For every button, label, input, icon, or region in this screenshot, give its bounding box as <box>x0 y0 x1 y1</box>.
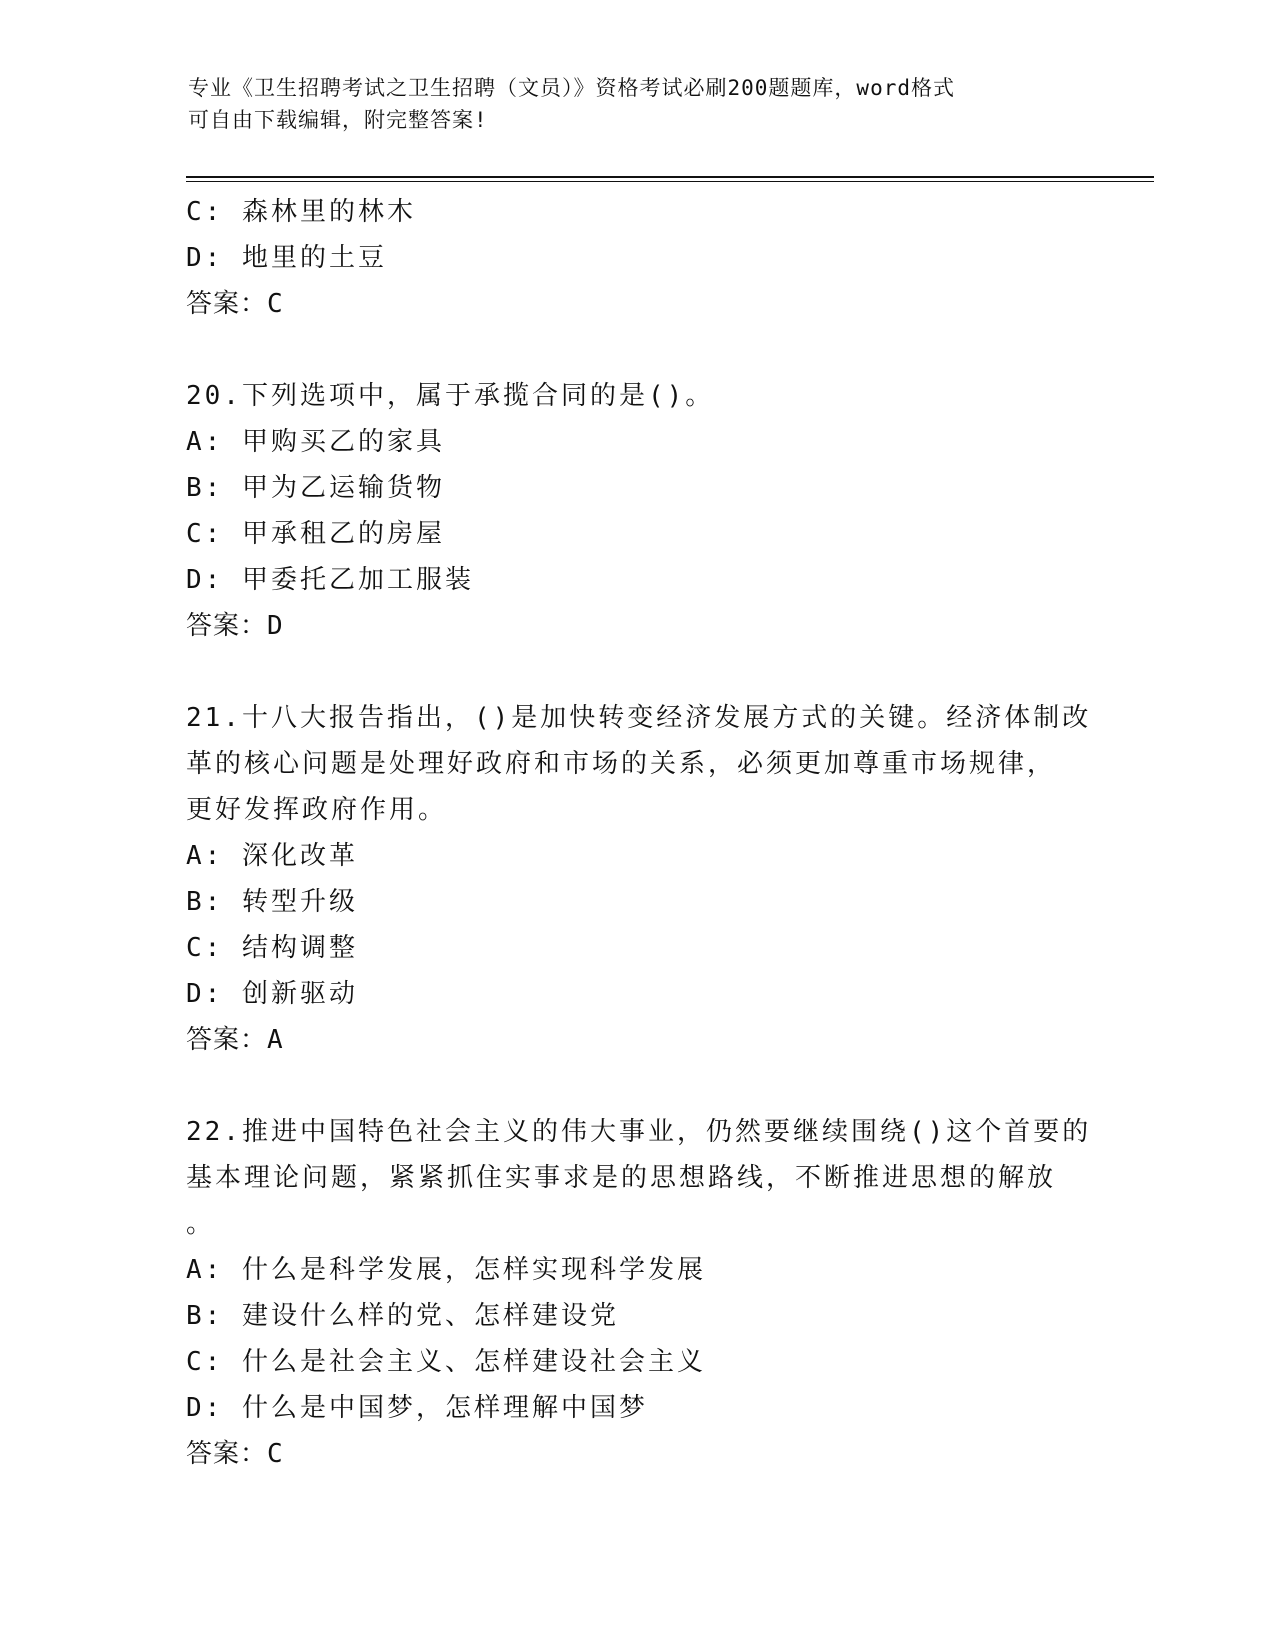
answer-line: 答案：A <box>186 1025 284 1055</box>
option-a: A: 什么是科学发展，怎样实现科学发展 <box>186 1255 706 1285</box>
question-list <box>186 189 1092 1477</box>
option-c: C: 甲承租乙的房屋 <box>186 519 445 549</box>
option-d: D: 地里的土豆 <box>186 243 387 273</box>
question-19-tail <box>186 189 1086 327</box>
question-21 <box>186 695 1092 1063</box>
option-c: C: 森林里的林木 <box>186 197 416 227</box>
question-stem-line: 。 <box>186 1209 216 1239</box>
question-22 <box>186 1109 1092 1477</box>
option-d: D: 什么是中国梦，怎样理解中国梦 <box>186 1393 648 1423</box>
document-header <box>188 72 1088 136</box>
answer-line: 答案：D <box>186 611 284 641</box>
question-20 <box>186 373 1086 649</box>
option-b: B: 甲为乙运输货物 <box>186 473 445 503</box>
question-stem-line: 革的核心问题是处理好政府和市场的关系，必须更加尊重市场规律， <box>186 749 1057 779</box>
option-d: D: 甲委托乙加工服装 <box>186 565 474 595</box>
spacer <box>186 1063 1086 1109</box>
spacer <box>186 649 1086 695</box>
option-b: B: 建设什么样的党、怎样建设党 <box>186 1301 619 1331</box>
option-d: D: 创新驱动 <box>186 979 358 1009</box>
header-divider <box>186 176 1154 182</box>
answer-line: 答案：C <box>186 1439 284 1469</box>
question-stem-line: 22.推进中国特色社会主义的伟大事业，仍然要继续围绕()这个首要的 <box>186 1117 1092 1147</box>
answer-line: 答案：C <box>186 289 284 319</box>
header-title-line-1: 专业《卫生招聘考试之卫生招聘（文员）》资格考试必刷200题题库，word格式 <box>188 76 955 100</box>
question-stem-line: 21.十八大报告指出，()是加快转变经济发展方式的关键。经济体制改 <box>186 703 1092 733</box>
question-stem-line: 基本理论问题，紧紧抓住实事求是的思想路线，不断推进思想的解放 <box>186 1163 1057 1193</box>
option-b: B: 转型升级 <box>186 887 358 917</box>
option-a: A: 深化改革 <box>186 841 358 871</box>
option-a: A: 甲购买乙的家具 <box>186 427 445 457</box>
header-title-line-2: 可自由下载编辑，附完整答案! <box>188 108 488 132</box>
option-c: C: 结构调整 <box>186 933 358 963</box>
spacer <box>186 327 1086 373</box>
question-stem: 20.下列选项中，属于承揽合同的是()。 <box>186 381 715 411</box>
question-stem-line: 更好发挥政府作用。 <box>186 795 448 825</box>
option-c: C: 什么是社会主义、怎样建设社会主义 <box>186 1347 706 1377</box>
